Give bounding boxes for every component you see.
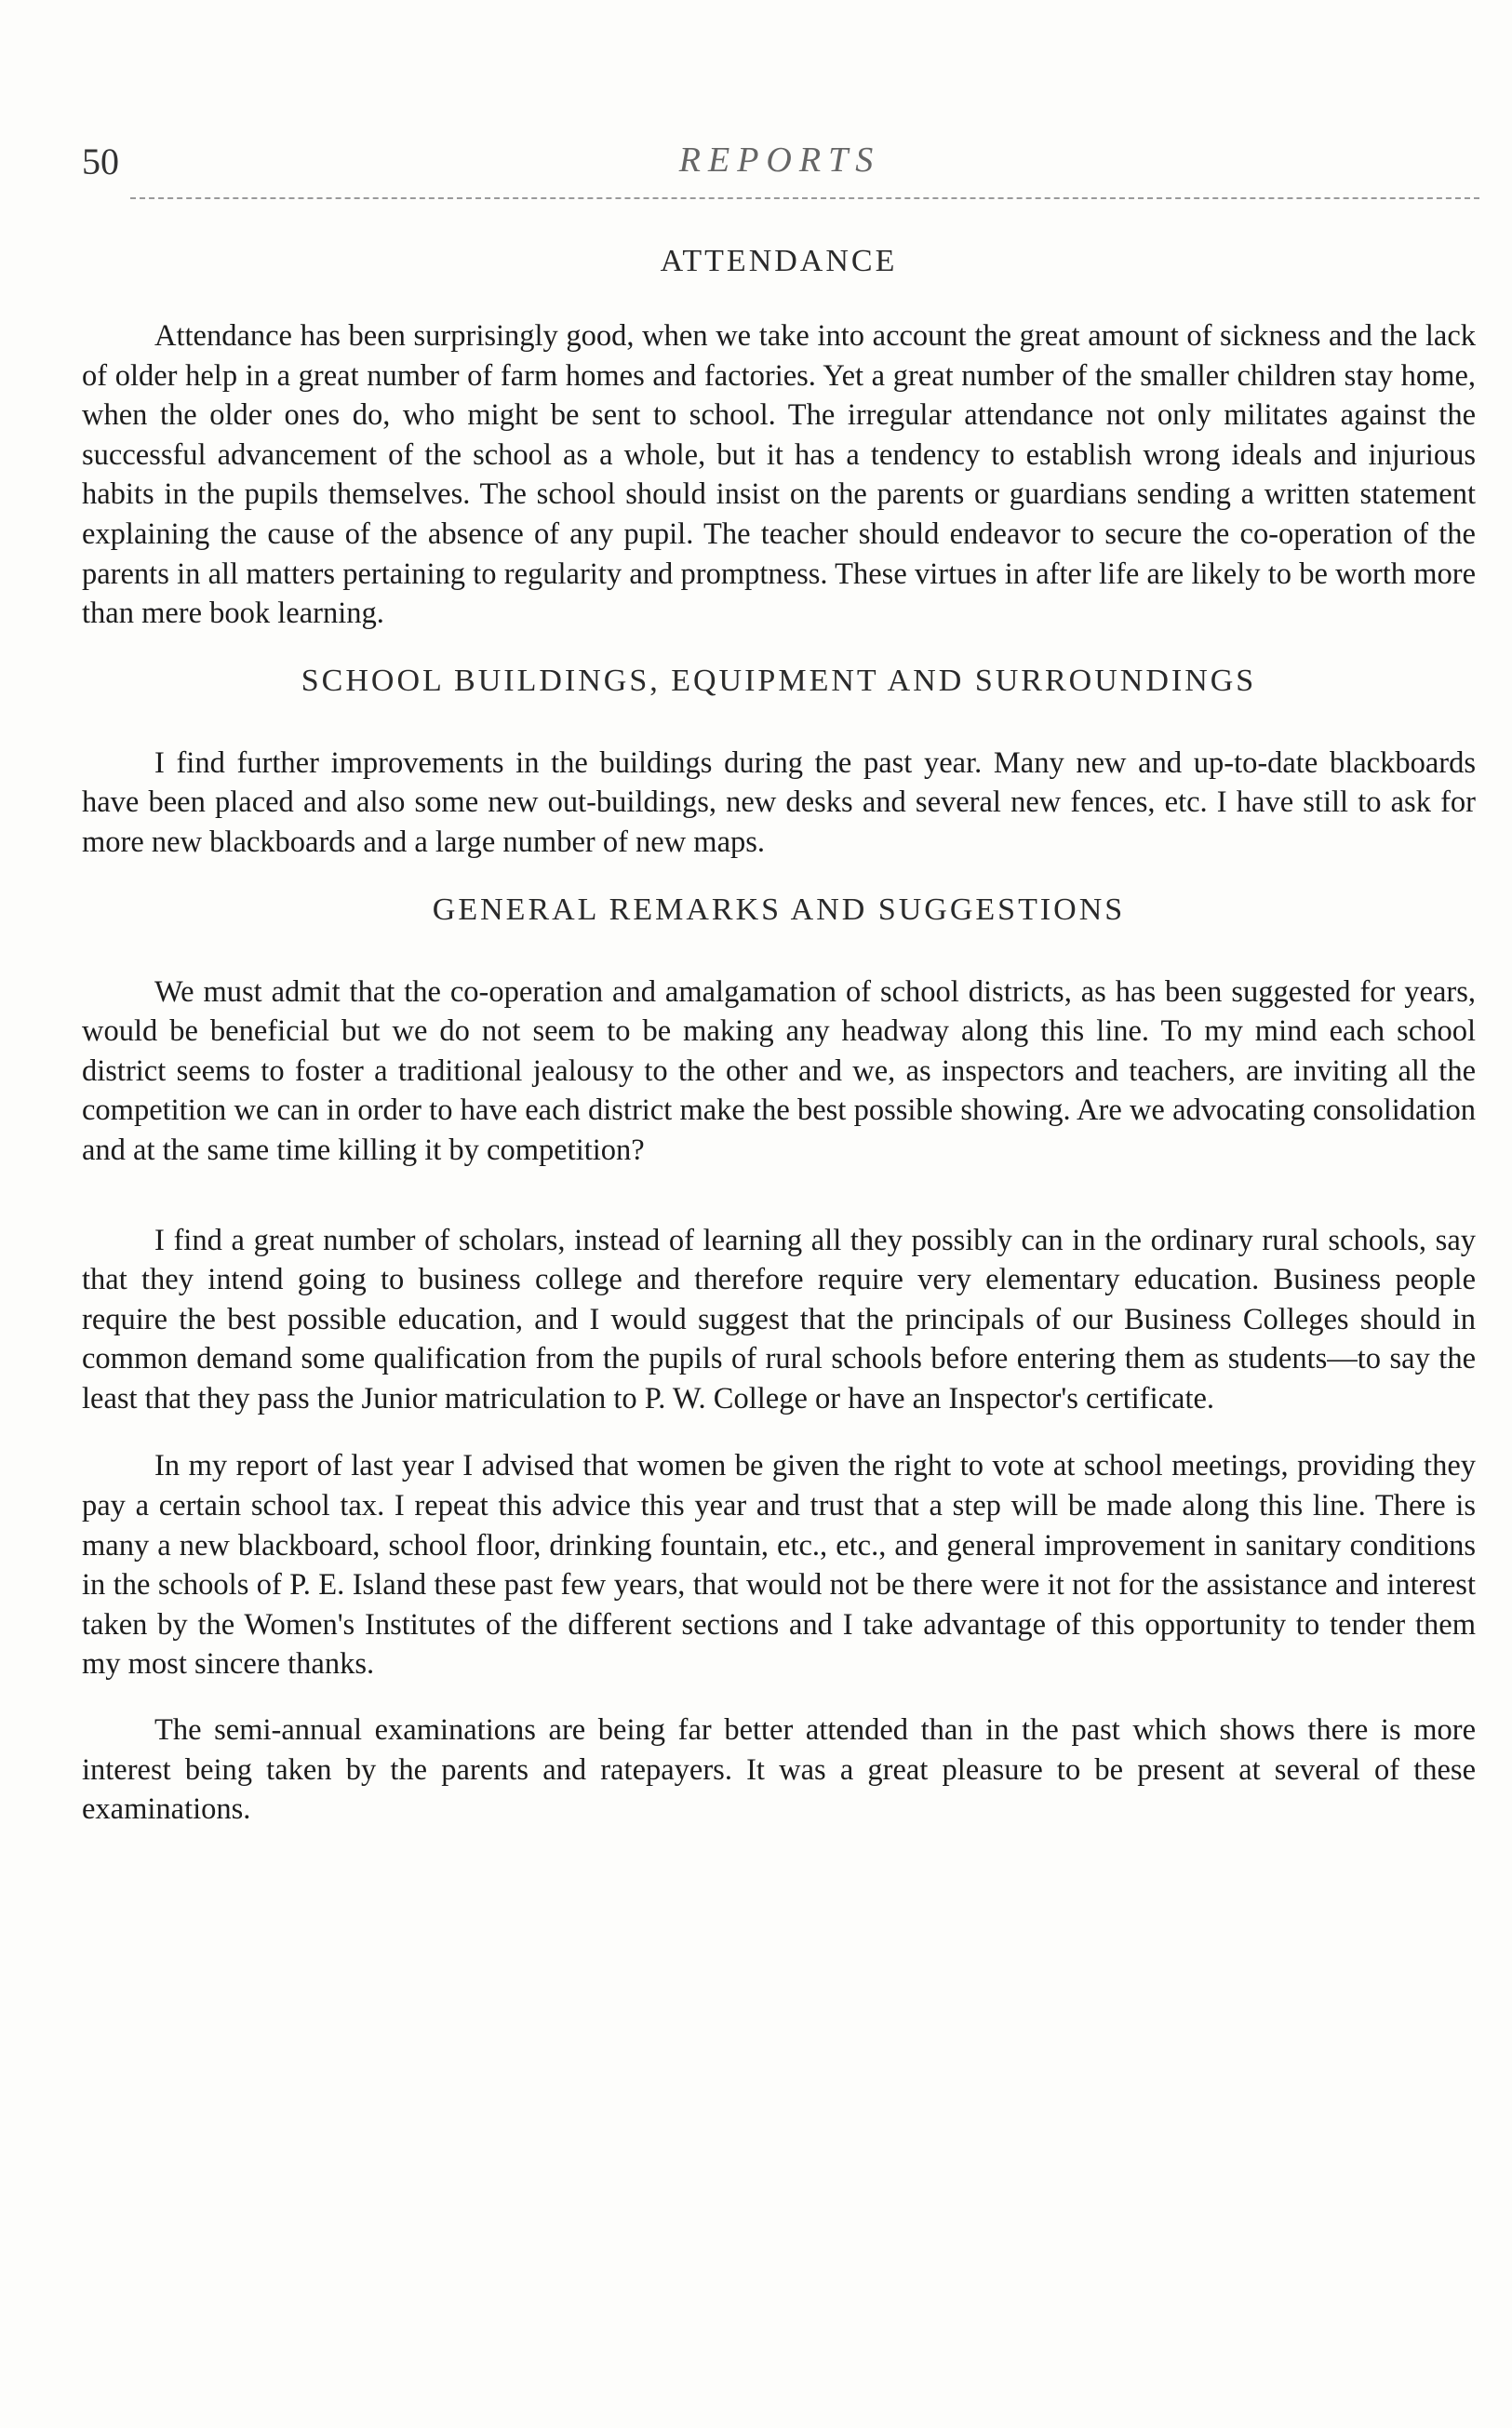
paragraph-women-vote: In my report of last year I advised that women be given the right to vote at school meetings, providing they pay a certain school tax. I repeat this advice this year and trust that a step will be made along this line. There is many a new blackboard, school floor, drinking fountain, etc., etc., and general improvement in sanitary conditions in the schools of P. E. Island these past few years, that would not be there were it not for the assistance and interest taken by the Women's Institutes of the different sections and I take advantage of this opportunity to tender them my most sincere thanks. xyxy=(82,1449,1476,1682)
page-content xyxy=(82,233,1476,1830)
page-number: 50 xyxy=(82,141,119,182)
running-head: REPORTS xyxy=(678,141,881,180)
page-header xyxy=(82,140,1478,195)
section-heading-attendance: ATTENDANCE xyxy=(660,244,898,278)
section-heading-remarks: GENERAL REMARKS AND SUGGESTIONS xyxy=(432,892,1126,927)
section-heading-buildings: SCHOOL BUILDINGS, EQUIPMENT AND SURROUNDINGS xyxy=(301,663,1257,698)
paragraph-business-colleges: I find a great number of scholars, instead of learning all they possibly can in the ordinary rural schools, say that they intend going to business college and therefore require very elementary education. Business people require the best possible education, and I would suggest that the principals of our Business Colleges should in common demand some qualification from the pupils of rural schools before entering them as students—to say the least that they pass the Junior matriculation to P. W. College or have an Inspector's certificate. xyxy=(82,1223,1476,1415)
paragraph-buildings: I find further improvements in the buildings during the past year. Many new and up-to-date blackboards have been placed and also some new out-buildings, new desks and several new fences, etc. I have still to ask for more new blackboards and a large number of new maps. xyxy=(82,745,1476,859)
paragraph-attendance: Attendance has been surprisingly good, when we take into account the great amount of sickness and the lack of older help in a great number of farm homes and factories. Yet a great number of the smaller children stay home, when the older ones do, who might be sent to school. The irregular attendance not only militates against the successful advancement of the school as a whole, but it has a tendency to establish wrong ideals and injurious habits in the pupils themselves. The school should insist on the parents or guardians sending a written statement explaining the cause of the absence of any pupil. The teacher should endeavor to secure the co-operation of the parents in all matters pertaining to regularity and promptness. These virtues in after life are likely to be worth more than mere book learning. xyxy=(82,319,1476,631)
paragraph-consolidation: We must admit that the co-operation and amalgamation of school districts, as has been suggested for years, would be beneficial but we do not seem to be making any headway along this line. To my mind each school district seems to foster a traditional jealousy to the other and we, as inspectors and teachers, are inviting all the competition we can in order to have each district make the best possible showing. Are we advocating consolidation and at the same time killing it by competition? xyxy=(82,974,1476,1167)
header-rule xyxy=(130,197,1479,199)
paragraph-examinations: The semi-annual examinations are being far better attended than in the past which shows there is more interest being taken by the parents and ratepayers. It was a great pleasure to be present at several of these examinations. xyxy=(82,1713,1476,1827)
